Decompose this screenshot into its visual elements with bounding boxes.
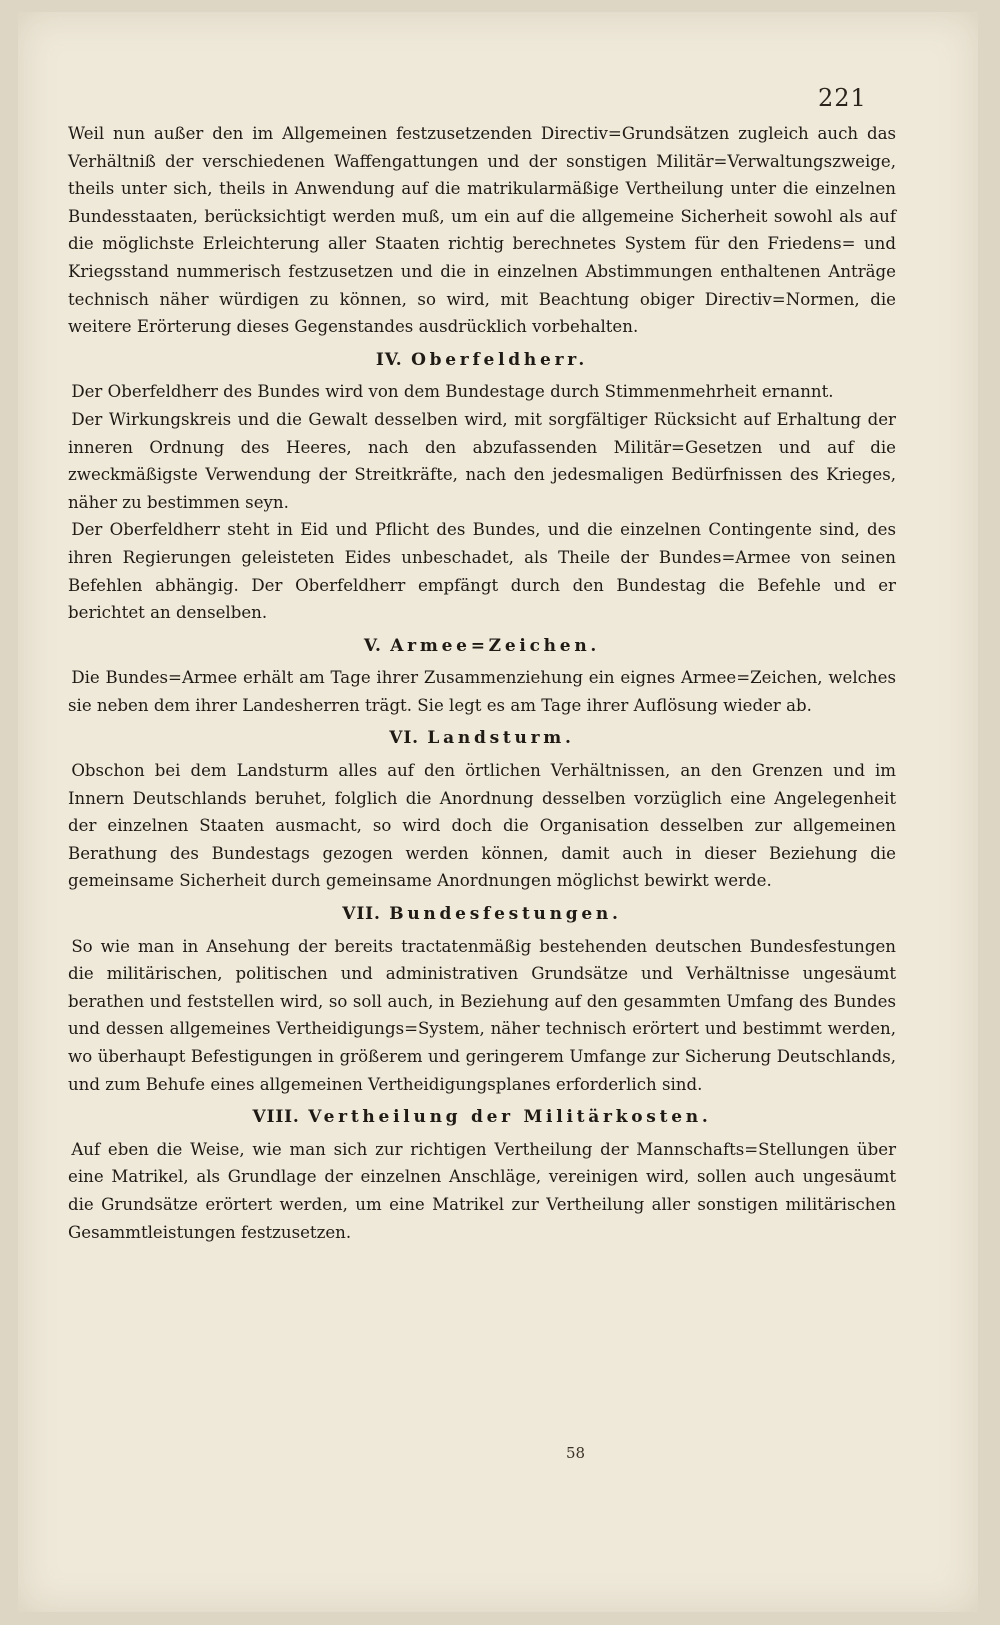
section-title: Bundesfestungen. [389,904,622,925]
paragraph: Obschon bei dem Landsturm alles auf den örtlichen Verhältnissen, an den Grenzen und im Innern Deutschlands beruhet, folglich die Anordnung desselben vorzüglich eine Angelegenheit der einzelnen Staaten ausmacht, so wird doch die Organisation desselben zur allgemeinen Berathung des Bundestags gezogen werden können, damit auch in dieser Beziehung die gemeinsame Sicherheit durch gemeinsame Anordnungen möglichst bewirkt werde. [68,761,896,891]
section-heading-vi [68,725,896,753]
paragraph: Der Oberfeldherr des Bundes wird von dem Bundestage durch Stimmenmehrheit ernannt. [71,382,834,402]
section-heading-viii [68,1104,896,1132]
section-number: IV. [375,349,403,370]
paragraph: Die Bundes=Armee erhält am Tage ihrer Zusammenziehung ein eignes Armee=Zeichen, welches sie neben dem ihrer Landesherren trägt. Sie legt es am Tage ihrer Auflösung wieder ab. [68,668,896,715]
paragraph: Der Oberfeldherr steht in Eid und Pflicht des Bundes, und die einzelnen Contingente sind, des ihren Regierungen geleisteten Eides unbeschadet, als Theile der Bundes=Armee von seinen Befehlen abhängig. Der Oberfeldherr empfängt durch den Bundestag die Befehle und er berichtet an denselben. [68,520,896,623]
section-title: Landsturm. [427,728,575,749]
section-number: VII. [342,904,381,925]
section-title: Armee=Zeichen. [390,635,601,656]
book-page [18,12,978,1612]
section-heading-iv [68,347,896,375]
printer-signature: 58 [566,1444,586,1462]
paragraph: Auf eben die Weise, wie man sich zur richtigen Vertheilung der Mannschafts=Stellungen über eine Matrikel, als Grundlage der einzelnen Anschläge, vereinigen wird, sollen auch ungesäumt die Grundsätze erörtert werden, um eine Matrikel zur Vertheilung aller sonstigen militärischen Gesammtleistungen festzusetzen. [68,1139,896,1242]
paragraph: Der Wirkungskreis und die Gewalt desselben wird, mit sorgfältiger Rücksicht auf Erhaltung der inneren Ordnung des Heeres, nach den abzufassenden Militär=Gesetzen und auf die zweckmäßigste Verwendung der Streitkräfte, nach den jedesmaligen Bedürfnissen des Krieges, näher zu bestimmen seyn. [68,409,896,512]
section-title: Vertheilung der Militärkosten. [308,1107,712,1128]
section-title: Oberfeldherr. [411,349,589,370]
section-heading-v [68,633,896,661]
intro-paragraph: Weil nun außer den im Allgemeinen festzusetzenden Directiv=Grundsätzen zugleich auch das Verhältniß der verschiedenen Waffengattungen und der sonstigen Militär=Verwaltungszweige, theils unter sich, theils in Anwendung auf die matrikularmäßige Vertheilung unter die einzelnen Bundesstaaten, berücksichtigt werden muß, um ein auf die allgemeine Sicherheit sowohl als auf die möglichste Erleichterung aller Staaten richtig berechnetes System für den Friedens= und Kriegsstand nummerisch festzusetzen und die in einzelnen Abstimmungen enthaltenen Anträge technisch näher würdigen zu können, so wird, mit Beachtung obiger Directiv=Normen, die weitere Erörterung dieses Gegenstandes ausdrücklich vorbehalten. [68,124,896,337]
section-number: V. [363,635,382,656]
section-number: VIII. [252,1107,300,1128]
page-number: 221 [818,84,867,112]
section-number: VI. [389,728,419,749]
section-heading-vii [68,901,896,929]
page-text [68,120,896,1246]
paragraph: So wie man in Ansehung der bereits tractatenmäßig bestehenden deutschen Bundesfestungen die militärischen, politischen und administrativen Grundsätze und Verhältnisse ungesäumt berathen und feststellen wird, so soll auch, in Beziehung auf den gesammten Umfang des Bundes und dessen allgemeines Vertheidigungs=System, näher technisch erörtert und bestimmt werden, wo überhaupt Befestigungen in größerem und geringerem Umfange zur Sicherung Deutschlands, und zum Behufe eines allgemeinen Vertheidigungsplanes erforderlich sind. [68,936,896,1094]
